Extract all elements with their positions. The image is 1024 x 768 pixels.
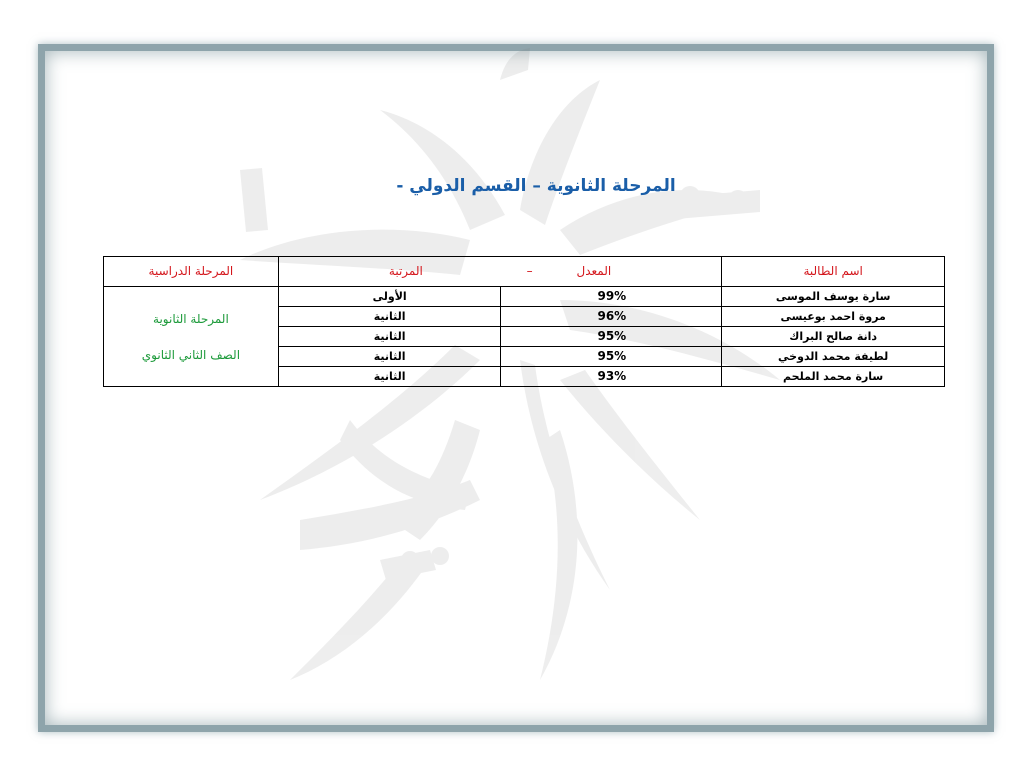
table-header-row [104, 257, 945, 287]
stage-line-1: المرحلة الثانوية [153, 311, 229, 326]
student-rank: الثانية [278, 347, 501, 367]
student-rank: الثانية [278, 307, 501, 327]
student-name: سارة محمد الملحم [722, 367, 945, 387]
header-stage: المرحلة الدراسية [104, 257, 279, 287]
stage-cell [104, 287, 279, 387]
students-table [103, 256, 945, 387]
student-rank: الأولى [278, 287, 501, 307]
header-rate-rank [278, 257, 722, 287]
student-rate: 95% [501, 327, 722, 347]
stage-line-2: الصف الثاني الثانوي [141, 347, 241, 362]
header-rank: المرتبة [388, 264, 423, 278]
student-rate: 99% [501, 287, 722, 307]
header-rate: المعدل [576, 264, 612, 278]
student-rate: 95% [501, 347, 722, 367]
student-rate: 96% [501, 307, 722, 327]
student-name: لطيفة محمد الدوخي [722, 347, 945, 367]
student-name: مروة احمد بوعيسى [722, 307, 945, 327]
header-dash: – [526, 264, 533, 278]
student-rank: الثانية [278, 367, 501, 387]
slide-frame [38, 44, 994, 732]
table-row [104, 287, 945, 307]
student-name: دانة صالح البراك [722, 327, 945, 347]
student-name: سارة يوسف الموسى [722, 287, 945, 307]
page-title: المرحلة الثانوية – القسم الدولي - [396, 176, 676, 196]
student-rate: 93% [501, 367, 722, 387]
header-student-name: اسم الطالبة [722, 257, 945, 287]
student-rank: الثانية [278, 327, 501, 347]
